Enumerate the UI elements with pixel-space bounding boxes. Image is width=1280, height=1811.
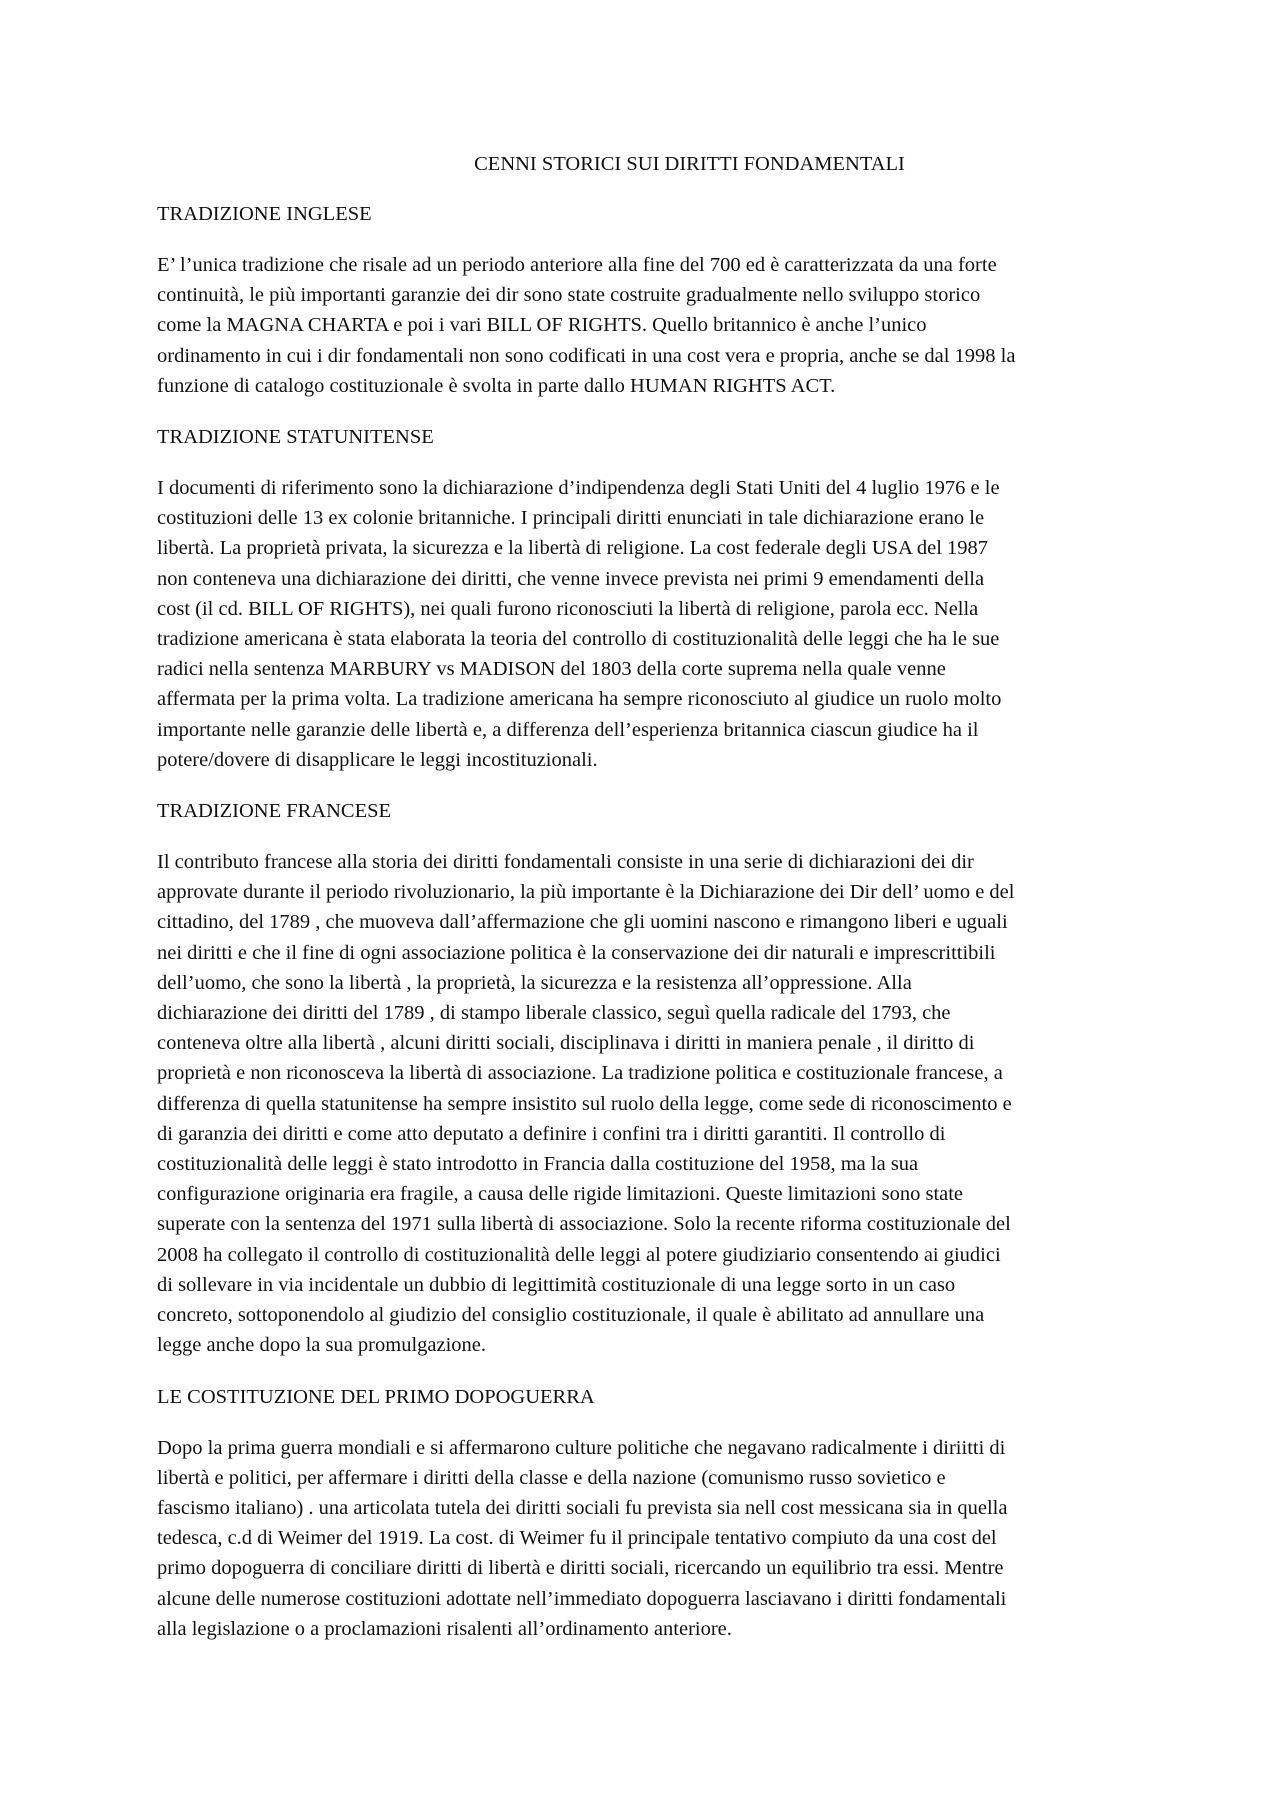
text-line: funzione di catalogo costituzionale è svolta in parte dallo HUMAN RIGHTS ACT. [157, 374, 836, 397]
document-title: CENNI STORICI SUI DIRITTI FONDAMENTALI [474, 153, 905, 175]
section-heading: LE COSTITUZIONE DEL PRIMO DOPOGUERRA [157, 1385, 595, 1408]
text-line: costituzioni delle 13 ex colonie britanniche. I principali diritti enunciati in tale dichiarazione erano le [157, 507, 985, 530]
text-line: differenza di quella statunitense ha sempre insistito sul ruolo della legge, come sede di riconoscimento e [157, 1092, 1012, 1115]
text-line: superate con la sentenza del 1971 sulla libertà di associazione. Solo la recente riforma costituzionale del [157, 1213, 1011, 1236]
text-line: libertà e politici, per affermare i diritti della classe e della nazione (comunismo russo sovietico e [157, 1466, 946, 1489]
section-paragraph [157, 1433, 1147, 1644]
text-line: 2008 ha collegato il controllo di costituzionalità delle leggi al potere giudiziario consentendo ai giudici [157, 1243, 1001, 1266]
text-line: legge anche dopo la sua promulgazione. [157, 1334, 487, 1357]
text-line: ordinamento in cui i dir fondamentali non sono codificati in una cost vera e propria, anche se dal 1998 la [157, 344, 1016, 367]
section-tradizione-inglese [157, 200, 1147, 401]
text-line: I documenti di riferimento sono la dichiarazione d’indipendenza degli Stati Uniti del 4 luglio 1976 e le [157, 477, 1000, 500]
section-tradizione-statunitense [157, 423, 1147, 775]
text-line: primo dopoguerra di conciliare diritti di libertà e diritti sociali, ricercando un equilibrio tra essi. Mentre [157, 1557, 1004, 1580]
document-body [157, 200, 1147, 1666]
text-line: di sollevare in via incidentale un dubbio di legittimità costituzionale di una legge sorto in un caso [157, 1273, 956, 1296]
text-line: approvate durante il periodo rivoluzionario, la più importante è la Dichiarazione dei Dir dell’ uomo e del [157, 881, 1015, 904]
text-line: nei diritti e che il fine di ogni associazione politica è la conservazione dei dir naturali e imprescrittibili [157, 941, 996, 964]
section-costituzione-primo-dopoguerra [157, 1383, 1147, 1644]
section-heading: TRADIZIONE STATUNITENSE [157, 426, 434, 449]
text-line: come la MAGNA CHARTA e poi i vari BILL OF RIGHTS. Quello britannico è anche l’unico [157, 314, 927, 337]
text-line: tedesca, c.d di Weimer del 1919. La cost. di Weimer fu il principale tentativo compiuto da una cost del [157, 1527, 997, 1550]
text-line: alla legislazione o a proclamazioni risalenti all’ordinamento anteriore. [157, 1617, 732, 1640]
section-heading: TRADIZIONE INGLESE [157, 203, 372, 225]
text-line: continuità, le più importanti garanzie dei dir sono state costruite gradualmente nello sviluppo storico [157, 284, 981, 307]
text-line: radici nella sentenza MARBURY vs MADISON del 1803 della corte suprema nella quale venne [157, 658, 946, 681]
text-line: proprietà e non riconosceva la libertà di associazione. La tradizione politica e costituzionale francese, a [157, 1062, 1003, 1085]
text-line: configurazione originaria era fragile, a causa delle rigide limitazioni. Queste limitazioni sono state [157, 1183, 964, 1206]
text-line: Il contributo francese alla storia dei diritti fondamentali consiste in una serie di dichiarazioni dei dir [157, 851, 974, 874]
text-line: fascismo italiano) . una articolata tutela dei diritti sociali fu prevista sia nell cost messicana sia in quella [157, 1496, 1008, 1519]
text-line: non conteneva una dichiarazione dei diritti, che venne invece prevista nei primi 9 emendamenti della [157, 567, 985, 590]
section-heading: TRADIZIONE FRANCESE [157, 800, 392, 823]
text-line: costituzionalità delle leggi è stato introdotto in Francia dalla costituzione del 1958, ma la sua [157, 1153, 919, 1176]
text-line: cost (il cd. BILL OF RIGHTS), nei quali furono riconosciuti la libertà di religione, parola ecc. Nella [157, 597, 979, 620]
text-line: dichiarazione dei diritti del 1789 , di stampo liberale classico, seguì quella radicale del 1793, che [157, 1002, 951, 1025]
section-paragraph [157, 250, 1147, 401]
section-paragraph [157, 473, 1147, 775]
text-line: Dopo la prima guerra mondiali e si affermarono culture politiche che negavano radicalmente i diriitti di [157, 1436, 1006, 1459]
section-tradizione-francese [157, 797, 1147, 1360]
text-line: dell’uomo, che sono la libertà , la proprietà, la sicurezza e la resistenza all’oppressione. Alla [157, 971, 912, 994]
text-line: E’ l’unica tradizione che risale ad un periodo anteriore alla fine del 700 ed è caratterizzata da una forte [157, 254, 997, 276]
text-line: conteneva oltre alla libertà , alcuni diritti sociali, disciplinava i diritti in maniera penale , il diritto di [157, 1032, 975, 1055]
text-line: importante nelle garanzie delle libertà e, a differenza dell’esperienza britannica ciascun giudice ha il [157, 718, 979, 741]
text-line: cittadino, del 1789 , che muoveva dall’affermazione che gli uomini nascono e rimangono liberi e uguali [157, 911, 1008, 934]
text-line: potere/dovere di disapplicare le leggi incostituzionali. [157, 748, 598, 771]
text-line: libertà. La proprietà privata, la sicurezza e la libertà di religione. La cost federale degli USA del 1987 [157, 537, 989, 560]
text-line: di garanzia dei diritti e come atto deputato a definire i confini tra i diritti garantiti. Il controllo di [157, 1122, 946, 1145]
section-paragraph [157, 847, 1147, 1360]
text-line: affermata per la prima volta. La tradizione americana ha sempre riconosciuto al giudice un ruolo molto [157, 688, 1002, 711]
text-line: concreto, sottoponendolo al giudizio del consiglio costituzionale, il quale è abilitato ad annullare una [157, 1304, 985, 1327]
text-line: alcune delle numerose costituzioni adottate nell’immediato dopoguerra lasciavano i diritti fondamentali [157, 1587, 1007, 1610]
text-line: tradizione americana è stata elaborata la teoria del controllo di costituzionalità delle leggi che ha le sue [157, 628, 1000, 651]
